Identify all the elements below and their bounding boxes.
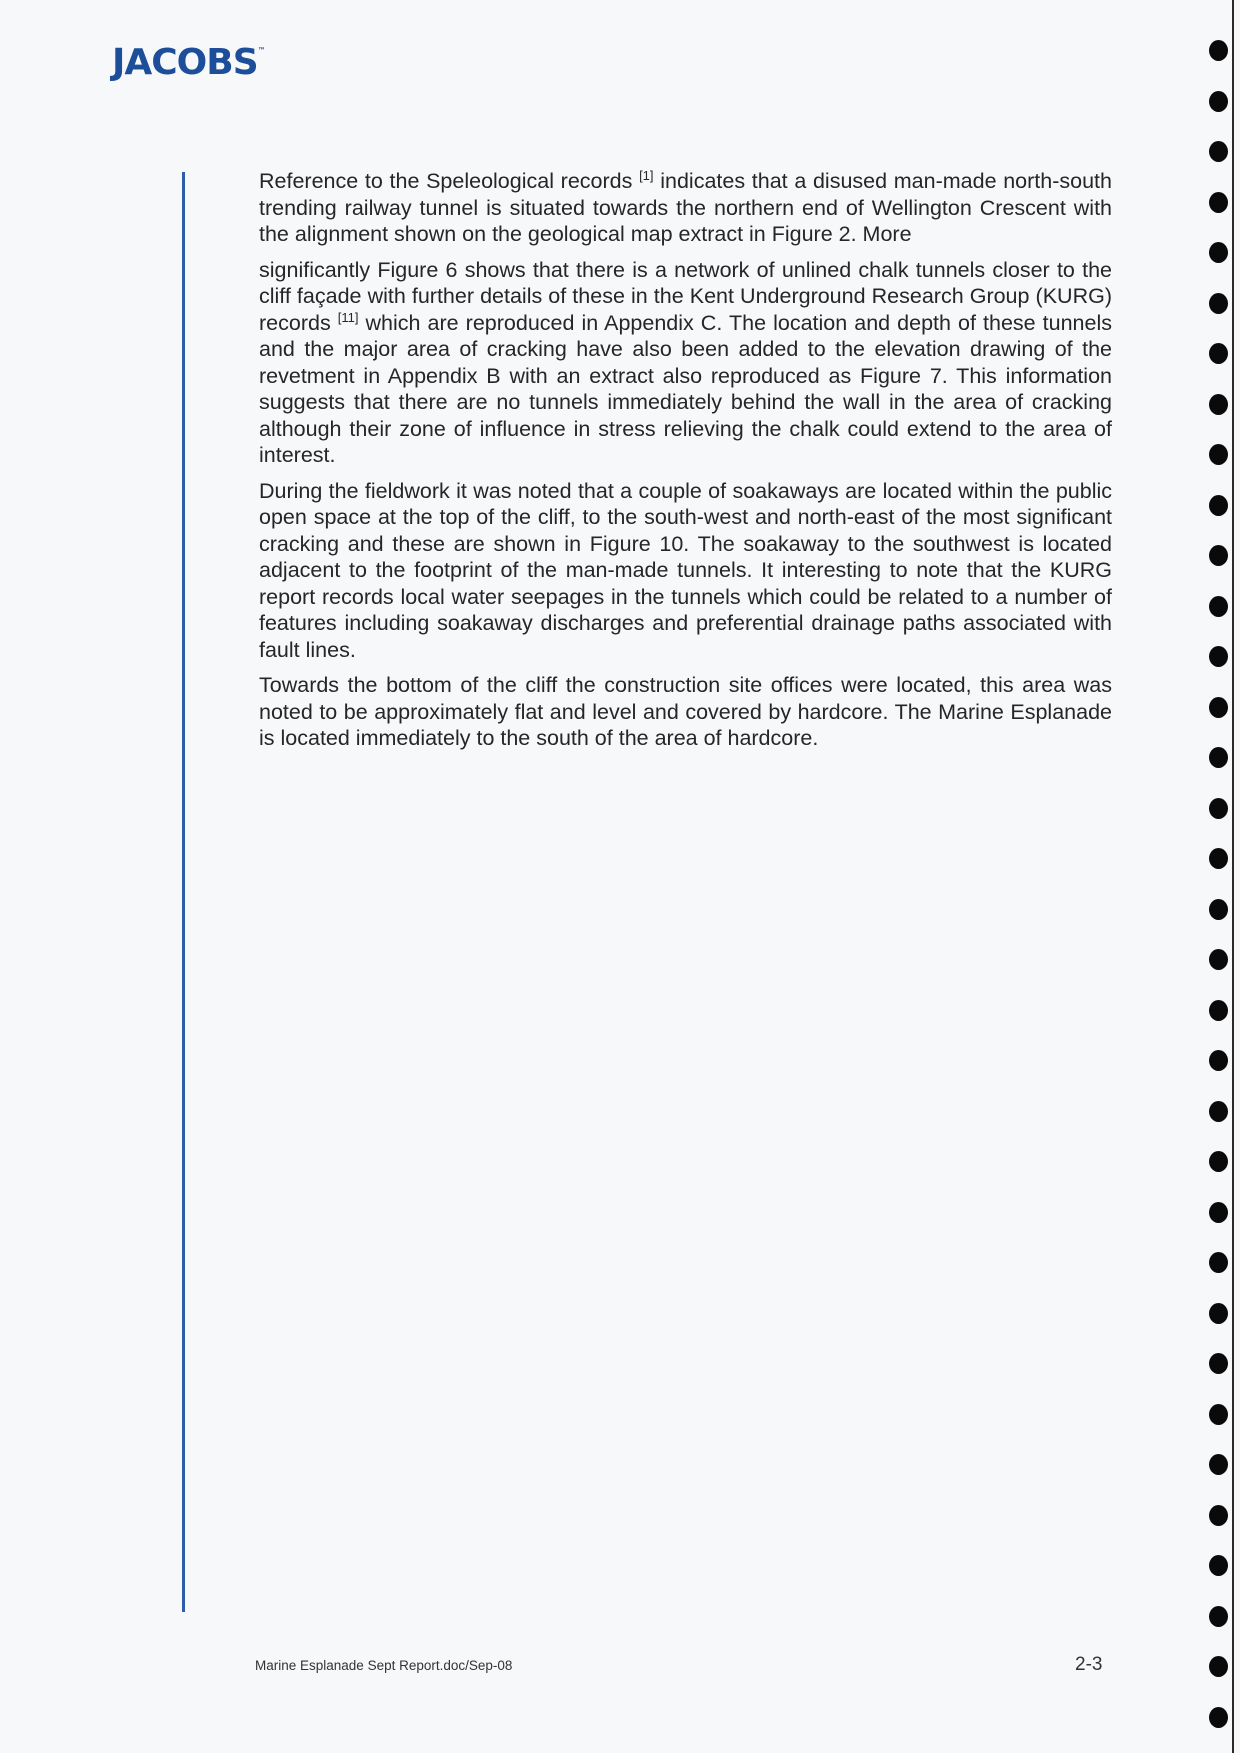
binding-hole (1209, 91, 1228, 112)
binding-hole (1209, 949, 1228, 970)
binding-hole (1209, 1000, 1228, 1021)
footer-document-reference: Marine Esplanade Sept Report.doc/Sep-08 (255, 1658, 513, 1673)
logo-text: JACOBS (112, 42, 258, 83)
paragraph-4: Towards the bottom of the cliff the construction site offices were located, this area was noted to be approximately flat and level and covered by hardcore. The Marine Esplanade is located immediately to the south of the area of hardcore. (259, 673, 1112, 750)
reference-marker-1: [1] (639, 168, 654, 183)
binding-hole (1209, 343, 1228, 364)
paragraph-1 (259, 168, 1112, 248)
binding-hole (1209, 1151, 1228, 1172)
binding-hole (1209, 1707, 1228, 1728)
binding-hole (1209, 444, 1228, 465)
binding-hole (1209, 293, 1228, 314)
binding-holes (1180, 0, 1240, 1753)
binding-hole (1209, 394, 1228, 415)
jacobs-logo (112, 42, 266, 83)
logo-trademark: ™ (257, 46, 266, 55)
binding-hole (1209, 646, 1228, 667)
binding-hole (1209, 697, 1228, 718)
binding-hole (1209, 1404, 1228, 1425)
margin-rule (182, 172, 185, 1612)
binding-hole (1209, 1252, 1228, 1273)
paragraph-2 (259, 257, 1112, 469)
binding-hole (1209, 848, 1228, 869)
binding-hole (1209, 1505, 1228, 1526)
binding-hole (1209, 747, 1228, 768)
paragraph-1-text-b: indicates that a disused man-made north-south trending railway tunnel is situated towards the northern end of Wellington Crescent with the alignment shown on the geological map extract in Figure 2. More (259, 169, 1112, 246)
binding-hole (1209, 141, 1228, 162)
binding-hole (1209, 798, 1228, 819)
binding-hole (1209, 899, 1228, 920)
reference-marker-11: [11] (337, 309, 359, 325)
binding-hole (1209, 1303, 1228, 1324)
binding-hole (1209, 495, 1228, 516)
paragraph-3: During the fieldwork it was noted that a couple of soakaways are located within the public open space at the top of the cliff, to the south-west and north-east of the most significant cracking and these are shown in Figure 10. The soakaway to the southwest is located adjacent to the footprint of the man-made tunnels. It interesting to note that the KURG report records local water seepages in the tunnels which could be related to a number of features including soakaway discharges and preferential drainage paths associated with fault lines. (259, 478, 1112, 662)
binding-hole (1209, 1050, 1228, 1071)
paragraph-2-text-b: which are reproduced in Appendix C. The location and depth of these tunnels and the major area of cracking have also been added to the elevation drawing of the revetment in Appendix B with an extract also reproduced as Figure 7. This information suggests that there are no tunnels immediately behind the wall in the area of cracking although their zone of influence in stress relieving the chalk could extend to the area of interest. (259, 310, 1112, 467)
binding-hole (1209, 1101, 1228, 1122)
binding-hole (1209, 1202, 1228, 1223)
binding-hole (1209, 1353, 1228, 1374)
footer-page-number: 2-3 (1075, 1654, 1103, 1675)
binding-hole (1209, 1656, 1228, 1677)
binding-hole (1209, 1454, 1228, 1475)
binding-hole (1209, 1606, 1228, 1627)
body-text (259, 168, 1112, 761)
page-edge-line (1232, 0, 1234, 1753)
paragraph-2-text-a: significantly Figure 6 shows that there is a network of unlined chalk tunnels closer to the cliff façade with further details of these in the Kent Underground Research Group (KURG) records (259, 257, 1112, 335)
binding-hole (1209, 596, 1228, 617)
paragraph-1-text-a: Reference to the Speleological records (259, 169, 640, 193)
binding-hole (1209, 1555, 1228, 1576)
binding-hole (1209, 192, 1228, 213)
binding-hole (1209, 242, 1228, 263)
binding-hole (1209, 40, 1228, 61)
binding-hole (1209, 545, 1228, 566)
